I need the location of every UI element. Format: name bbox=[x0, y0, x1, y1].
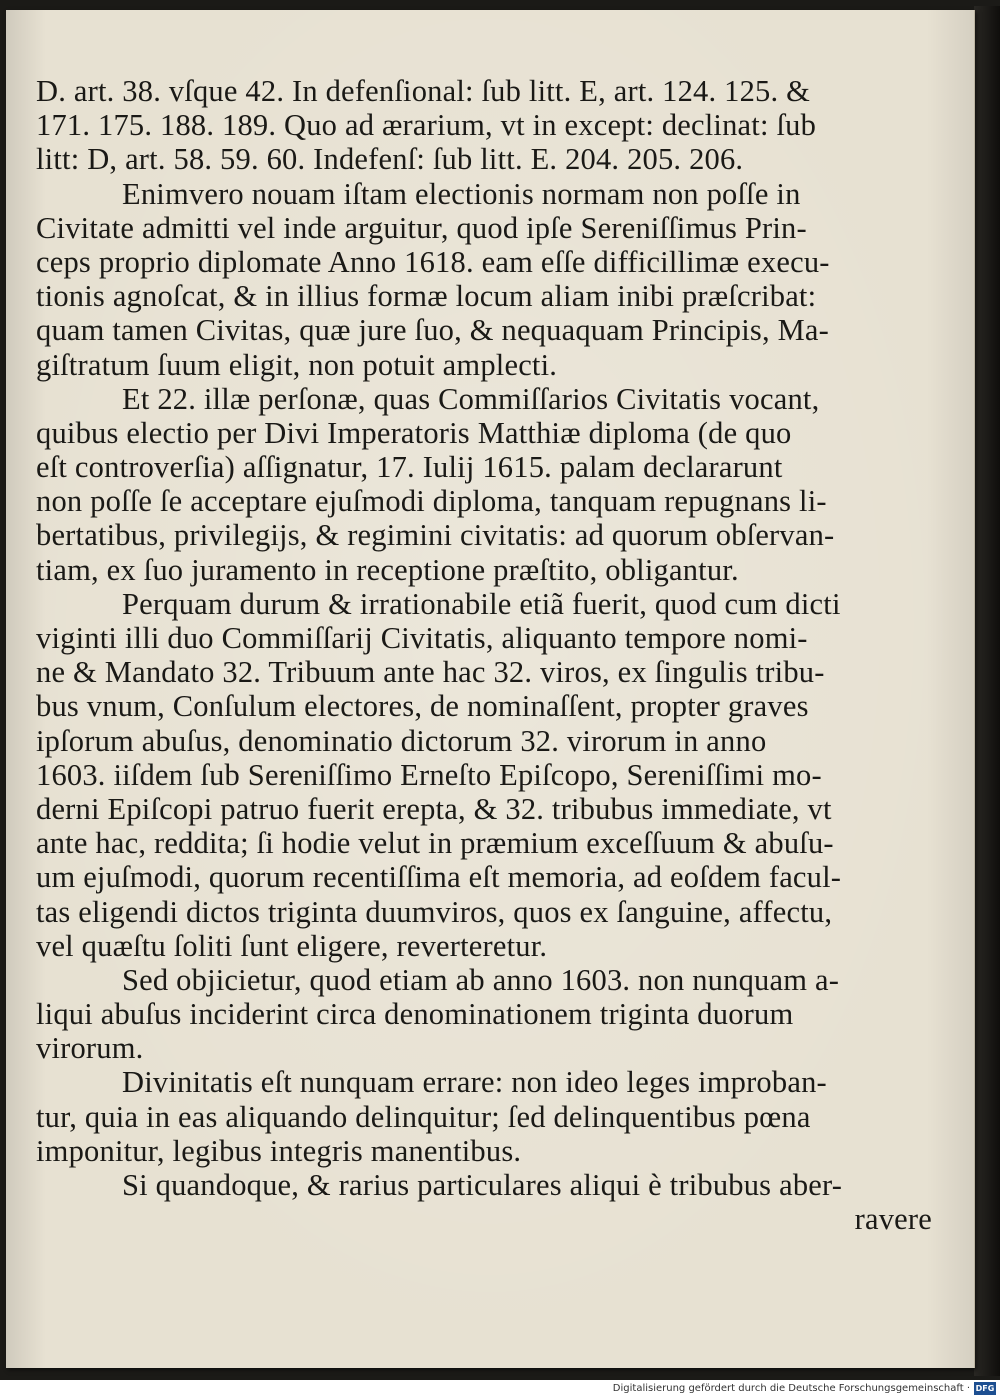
text-line: ne & Mandato 32. Tribuum ante hac 32. viros, ex ſingulis tribu- bbox=[36, 655, 825, 690]
text-line: vel quæſtu ſoliti ſunt eligere, reverteretur. bbox=[36, 928, 548, 963]
paragraph-start-line: Sed objicietur, quod etiam ab anno 1603. non nunquam a- bbox=[122, 962, 840, 997]
text-line: bus vnum, Conſulum electores, de nominaſſent, propter graves bbox=[36, 689, 809, 724]
catchword: ravere bbox=[854, 1202, 932, 1237]
text-line: non poſſe ſe acceptare ejuſmodi diploma, tanquam repugnans li- bbox=[36, 484, 827, 519]
text-line: ceps proprio diplomate Anno 1618. eam eſſe difficillimæ execu- bbox=[36, 244, 830, 279]
text-line: tas eligendi dictos triginta duumviros, quos ex ſanguine, affectu, bbox=[36, 894, 833, 929]
text-line: eſt controverſia) aſſignatur, 17. Iulij 1615. palam declararunt bbox=[36, 450, 783, 485]
text-line: tionis agnoſcat, & in illius formæ locum aliam inibi præſcribat: bbox=[36, 279, 817, 314]
paragraph-start-line: Enimvero nouam iſtam electionis normam non poſſe in bbox=[122, 176, 801, 211]
text-line: um ejuſmodi, quorum recentiſſima eſt memoria, ad eoſdem facul- bbox=[36, 860, 842, 895]
text-line: tur, quia in eas aliquando delinquitur; ſed delinquentibus pœna bbox=[36, 1099, 811, 1134]
text-line: tiam, ex ſuo juramento in receptione præſtito, obligantur. bbox=[36, 552, 739, 587]
text-line: bertatibus, privilegijs, & regimini civitatis: ad quorum obſervan- bbox=[36, 518, 835, 553]
paragraph-start-line: Et 22. illæ perſonæ, quas Commiſſarios Civitatis vocant, bbox=[122, 381, 820, 416]
text-line: 171. 175. 188. 189. Quo ad ærarium, vt in except: declinat: ſub bbox=[36, 108, 817, 143]
text-line: D. art. 38. vſque 42. In defenſional: ſub litt. E, art. 124. 125. & bbox=[36, 74, 811, 108]
paragraph-start-line: Si quandoque, & rarius particulares aliqui è tribubus aber- bbox=[122, 1168, 843, 1202]
dfg-logo: DFG bbox=[975, 1384, 995, 1393]
paragraph-start-line: Divinitatis eſt nunquam errare: non ideo leges improban- bbox=[122, 1065, 827, 1100]
text-line: ante hac, reddita; ſi hodie velut in præmium exceſſuum & abuſu- bbox=[36, 826, 834, 861]
digitization-credit: Digitalisierung gefördert durch die Deutsche Forschungsgemeinschaft · bbox=[612, 1383, 970, 1394]
text-line: Civitate admitti vel inde arguitur, quod ipſe Sereniſſimus Prin- bbox=[36, 210, 807, 245]
text-line: imponitur, legibus integris manentibus. bbox=[36, 1133, 522, 1168]
text-line: quam tamen Civitas, quæ jure ſuo, & nequaquam Principis, Ma- bbox=[36, 313, 830, 348]
book-edge bbox=[974, 6, 1000, 1376]
book-page bbox=[6, 10, 975, 1368]
text-line: 1603. iiſdem ſub Sereniſſimo Erneſto Epiſcopo, Sereniſſimi mo- bbox=[36, 757, 822, 792]
text-line: quibus electio per Divi Imperatoris Matthiæ diploma (de quo bbox=[36, 415, 792, 450]
paragraph-start-line: Perquam durum & irrationabile etiã fuerit, quod cum dicti bbox=[122, 586, 841, 621]
text-line: virorum. bbox=[36, 1031, 144, 1066]
page-text bbox=[36, 74, 938, 1236]
text-line: liqui abuſus inciderint circa denominationem triginta duorum bbox=[36, 997, 794, 1032]
text-line: derni Epiſcopi patruo fuerit erepta, & 32. tribubus immediate, vt bbox=[36, 791, 832, 826]
text-line: ipſorum abuſus, denominatio dictorum 32. virorum in anno bbox=[36, 723, 767, 758]
text-line: giſtratum ſuum eligit, non potuit amplecti. bbox=[36, 347, 558, 382]
text-line: viginti illi duo Commiſſarij Civitatis, aliquanto tempore nomi- bbox=[36, 621, 808, 655]
text-line: litt: D, art. 58. 59. 60. Indefenſ: ſub litt. E. 204. 205. 206. bbox=[36, 142, 744, 177]
